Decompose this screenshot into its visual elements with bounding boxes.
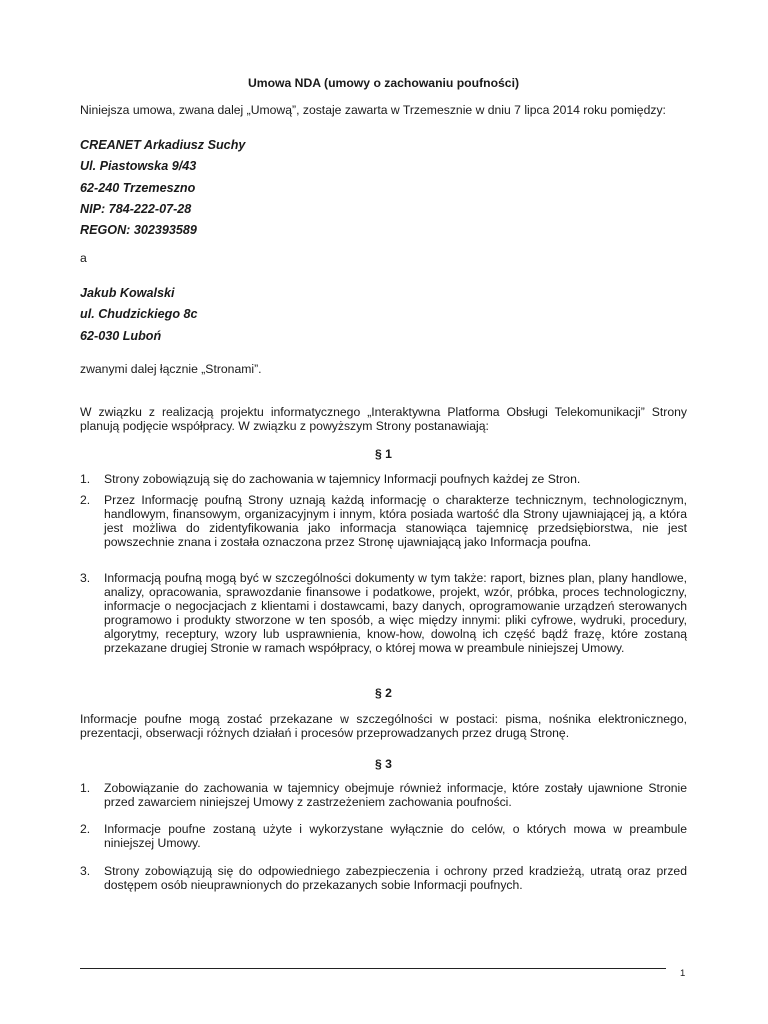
section-2-paragraph: Informacje poufne mogą zostać przekazane w szczególności w postaci: pisma, nośnika elektronicznego, prezentacji, obserwacji różnych działań i procesów przeprowadzanych przez drugą Stronę. bbox=[80, 712, 687, 740]
document-page bbox=[80, 0, 687, 1024]
item-number: 1. bbox=[80, 781, 91, 795]
document-title: Umowa NDA (umowy o zachowaniu poufności) bbox=[247, 76, 520, 90]
party-b-name: Jakub Kowalski bbox=[80, 286, 175, 300]
section-1-item bbox=[80, 571, 687, 655]
party-a-regon: REGON: 302393589 bbox=[80, 223, 197, 238]
item-number: 3. bbox=[80, 571, 91, 585]
parties-together-text: zwanymi dalej łącznie „Stronami”. bbox=[80, 362, 262, 376]
item-text: Zobowiązanie do zachowania w tajemnicy obejmuje również informacje, które zostały ujawnione Stronie przed zawarciem niniejszej Umowy z zastrzeżeniem zachowania poufności. bbox=[104, 781, 687, 809]
footer-divider bbox=[80, 968, 666, 969]
section-1-heading: § 1 bbox=[375, 447, 392, 461]
page-number: 1 bbox=[680, 968, 686, 979]
item-text: Strony zobowiązują się do odpowiedniego zabezpieczenia i ochrony przed kradzieżą, utratą oraz przed dostępem osób nieuprawnionych do przekazanych sobie Informacji poufnych. bbox=[104, 864, 687, 892]
party-a-nip: NIP: 784-222-07-28 bbox=[80, 201, 192, 216]
item-number: 1. bbox=[80, 472, 91, 486]
item-text: Strony zobowiązują się do zachowania w tajemnicy Informacji poufnych każdej ze Stron. bbox=[104, 472, 581, 486]
party-a-city: 62-240 Trzemeszno bbox=[80, 180, 196, 195]
section-3-item bbox=[80, 781, 687, 809]
party-a-name: CREANET Arkadiusz Suchy bbox=[80, 138, 246, 152]
section-2-heading: § 2 bbox=[375, 686, 392, 700]
party-b-block bbox=[80, 283, 198, 347]
section-3-heading: § 3 bbox=[375, 757, 392, 771]
section-1-item bbox=[80, 493, 687, 549]
section-1-item bbox=[80, 472, 687, 486]
conjunction-text: a bbox=[80, 251, 87, 265]
section-3-item bbox=[80, 864, 687, 892]
item-text: Informacje poufne zostaną użyte i wykorzystane wyłącznie do celów, o których mowa w preambule niniejszej Umowy. bbox=[104, 822, 687, 850]
party-a-block bbox=[80, 135, 245, 241]
item-text: Przez Informację poufną Strony uznają każdą informację o charakterze technicznym, technologicznym, handlowym, finansowym, organizacyjnym i innym, która posiada wartość dla Strony ujawniającej ją, a która jest możliwa do zidentyfikowania jako informacja stanowiąca tajemnicę przedsiębiorstwa, nie jest powszechnie znana i została oznaczona przez Stronę ujawniającą jako Informacja poufna. bbox=[104, 493, 687, 549]
party-b-street: ul. Chudzickiego 8c bbox=[80, 307, 198, 322]
item-text: Informacją poufną mogą być w szczególności dokumenty w tym także: raport, biznes plan, plany handlowe, analizy, opracowania, sprawozdanie finansowe i podatkowe, projekt, wzór, próbka, proces technologiczny, informacje o negocjacjach z klientami i dostawcami, bazy danych, oprogramowanie urządzeń sterowanych programowo i produkty stworzone w ten sposób, a więc między innymi: pliki cyfrowe, wydruki, procedury, algorytmy, receptury, wzory lub usprawnienia, know-how, dowolną ich część bądź frazę, które zostaną przekazane drugiej Stronie w ramach współpracy, o której mowa w preambule niniejszej Umowy. bbox=[104, 571, 687, 655]
party-a-street: Ul. Piastowska 9/43 bbox=[80, 159, 197, 174]
item-number: 2. bbox=[80, 493, 91, 507]
item-number: 3. bbox=[80, 864, 91, 878]
intro-paragraph: Niniejsza umowa, zwana dalej „Umową”, zostaje zawarta w Trzemesznie w dniu 7 lipca 2014 roku pomiędzy: bbox=[80, 103, 666, 117]
item-number: 2. bbox=[80, 822, 91, 836]
party-b-city: 62-030 Luboń bbox=[80, 328, 162, 343]
context-paragraph: W związku z realizacją projektu informatycznego „Interaktywna Platforma Obsługi Telekomunikacji” Strony planują podjęcie współpracy. W związku z powyższym Strony postanawiają: bbox=[80, 405, 687, 433]
section-3-item bbox=[80, 822, 687, 850]
